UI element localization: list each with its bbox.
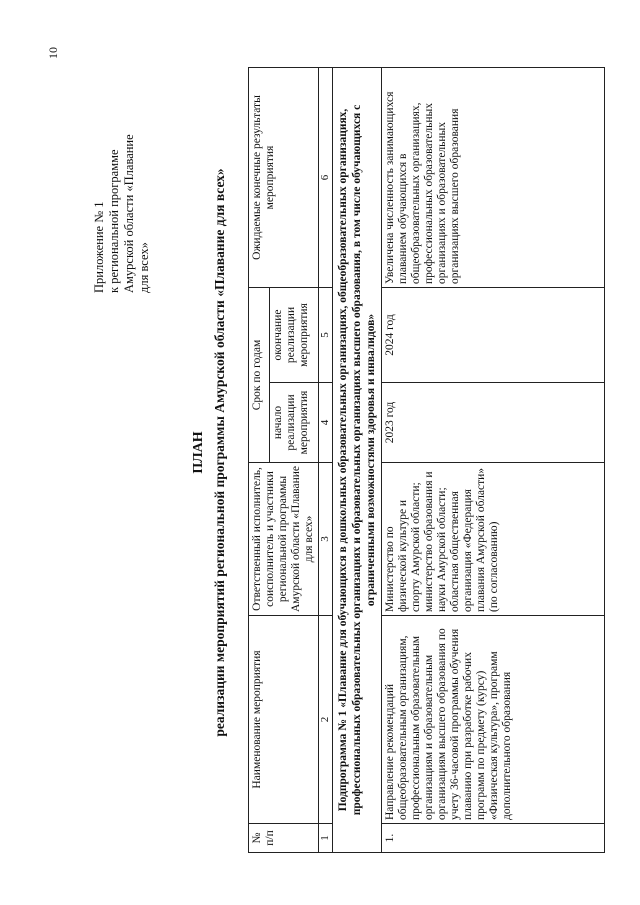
header-term: Срок по годам — [249, 288, 270, 463]
cell-name: Направление рекомендаций общеобразовательным организациям, профессиональным образовательным организациям и образовательным организациям высшего образования по учету 36-часовой программы обучения плаванию при разработке рабочих программ по предмету (курсу) «Физическая культура», программ дополнительного образования — [382, 616, 605, 824]
appendix-line-4: для всех» — [137, 242, 151, 293]
header-name: Наименование мероприятия — [249, 616, 319, 824]
document-subtitle: реализации мероприятий региональной программы Амурской области «Плавание для всех» — [212, 168, 227, 737]
column-number-row — [319, 68, 333, 853]
cell-end: 2024 год — [382, 288, 605, 383]
column-number: 6 — [319, 68, 333, 288]
header-end: окончание реализации мероприятия — [270, 288, 319, 383]
table-header-row — [249, 68, 270, 853]
header-num: № п/п — [249, 824, 319, 853]
column-number: 4 — [319, 383, 333, 463]
column-number: 5 — [319, 288, 333, 383]
column-number: 3 — [319, 463, 333, 616]
header-responsible: Ответственный исполнитель, соисполнитель и участники региональной программы Амурской области «Плавание для всех» — [249, 463, 319, 616]
appendix-line-3: Амурской области «Плавание — [122, 134, 136, 293]
subprogram-title: Подпрограмма № 1 «Плавание для обучающихся в дошкольных образовательных организациях, общеобразовательных организациях, профессиональных образовательных организациях и образовательных организациях высшего образования, в том числе обучающихся с ограниченными возможностями здоровья и инвалидов» — [333, 68, 382, 853]
cell-responsible: Министерство по физической культуре и спорту Амурской области; министерство образования и науки Амурской области; областная общественная организация «Федерация плавания Амурской области» (по согласованию) — [382, 463, 605, 616]
appendix-label — [92, 33, 152, 293]
header-start: начало реализации мероприятия — [270, 383, 319, 463]
cell-start: 2023 год — [382, 383, 605, 463]
appendix-line-2: к региональной программе — [107, 149, 121, 293]
cell-results: Увеличена численность занимающихся плаванием обучающихся в общеобразовательных организациях, профессиональных образовательных организациях и образовательных организациях высшего образования — [382, 68, 605, 288]
plan-table — [248, 67, 605, 853]
document-title: ПЛАН — [191, 431, 206, 474]
appendix-line-1: Приложение № 1 — [92, 201, 106, 293]
cell-num: 1. — [382, 824, 605, 853]
column-number: 1 — [319, 824, 333, 853]
column-number: 2 — [319, 616, 333, 824]
table-row — [382, 68, 605, 853]
header-results: Ожидаемые конечные результаты мероприятия — [249, 68, 319, 288]
page-number: 10 — [46, 47, 60, 59]
subprogram-row — [333, 68, 382, 853]
